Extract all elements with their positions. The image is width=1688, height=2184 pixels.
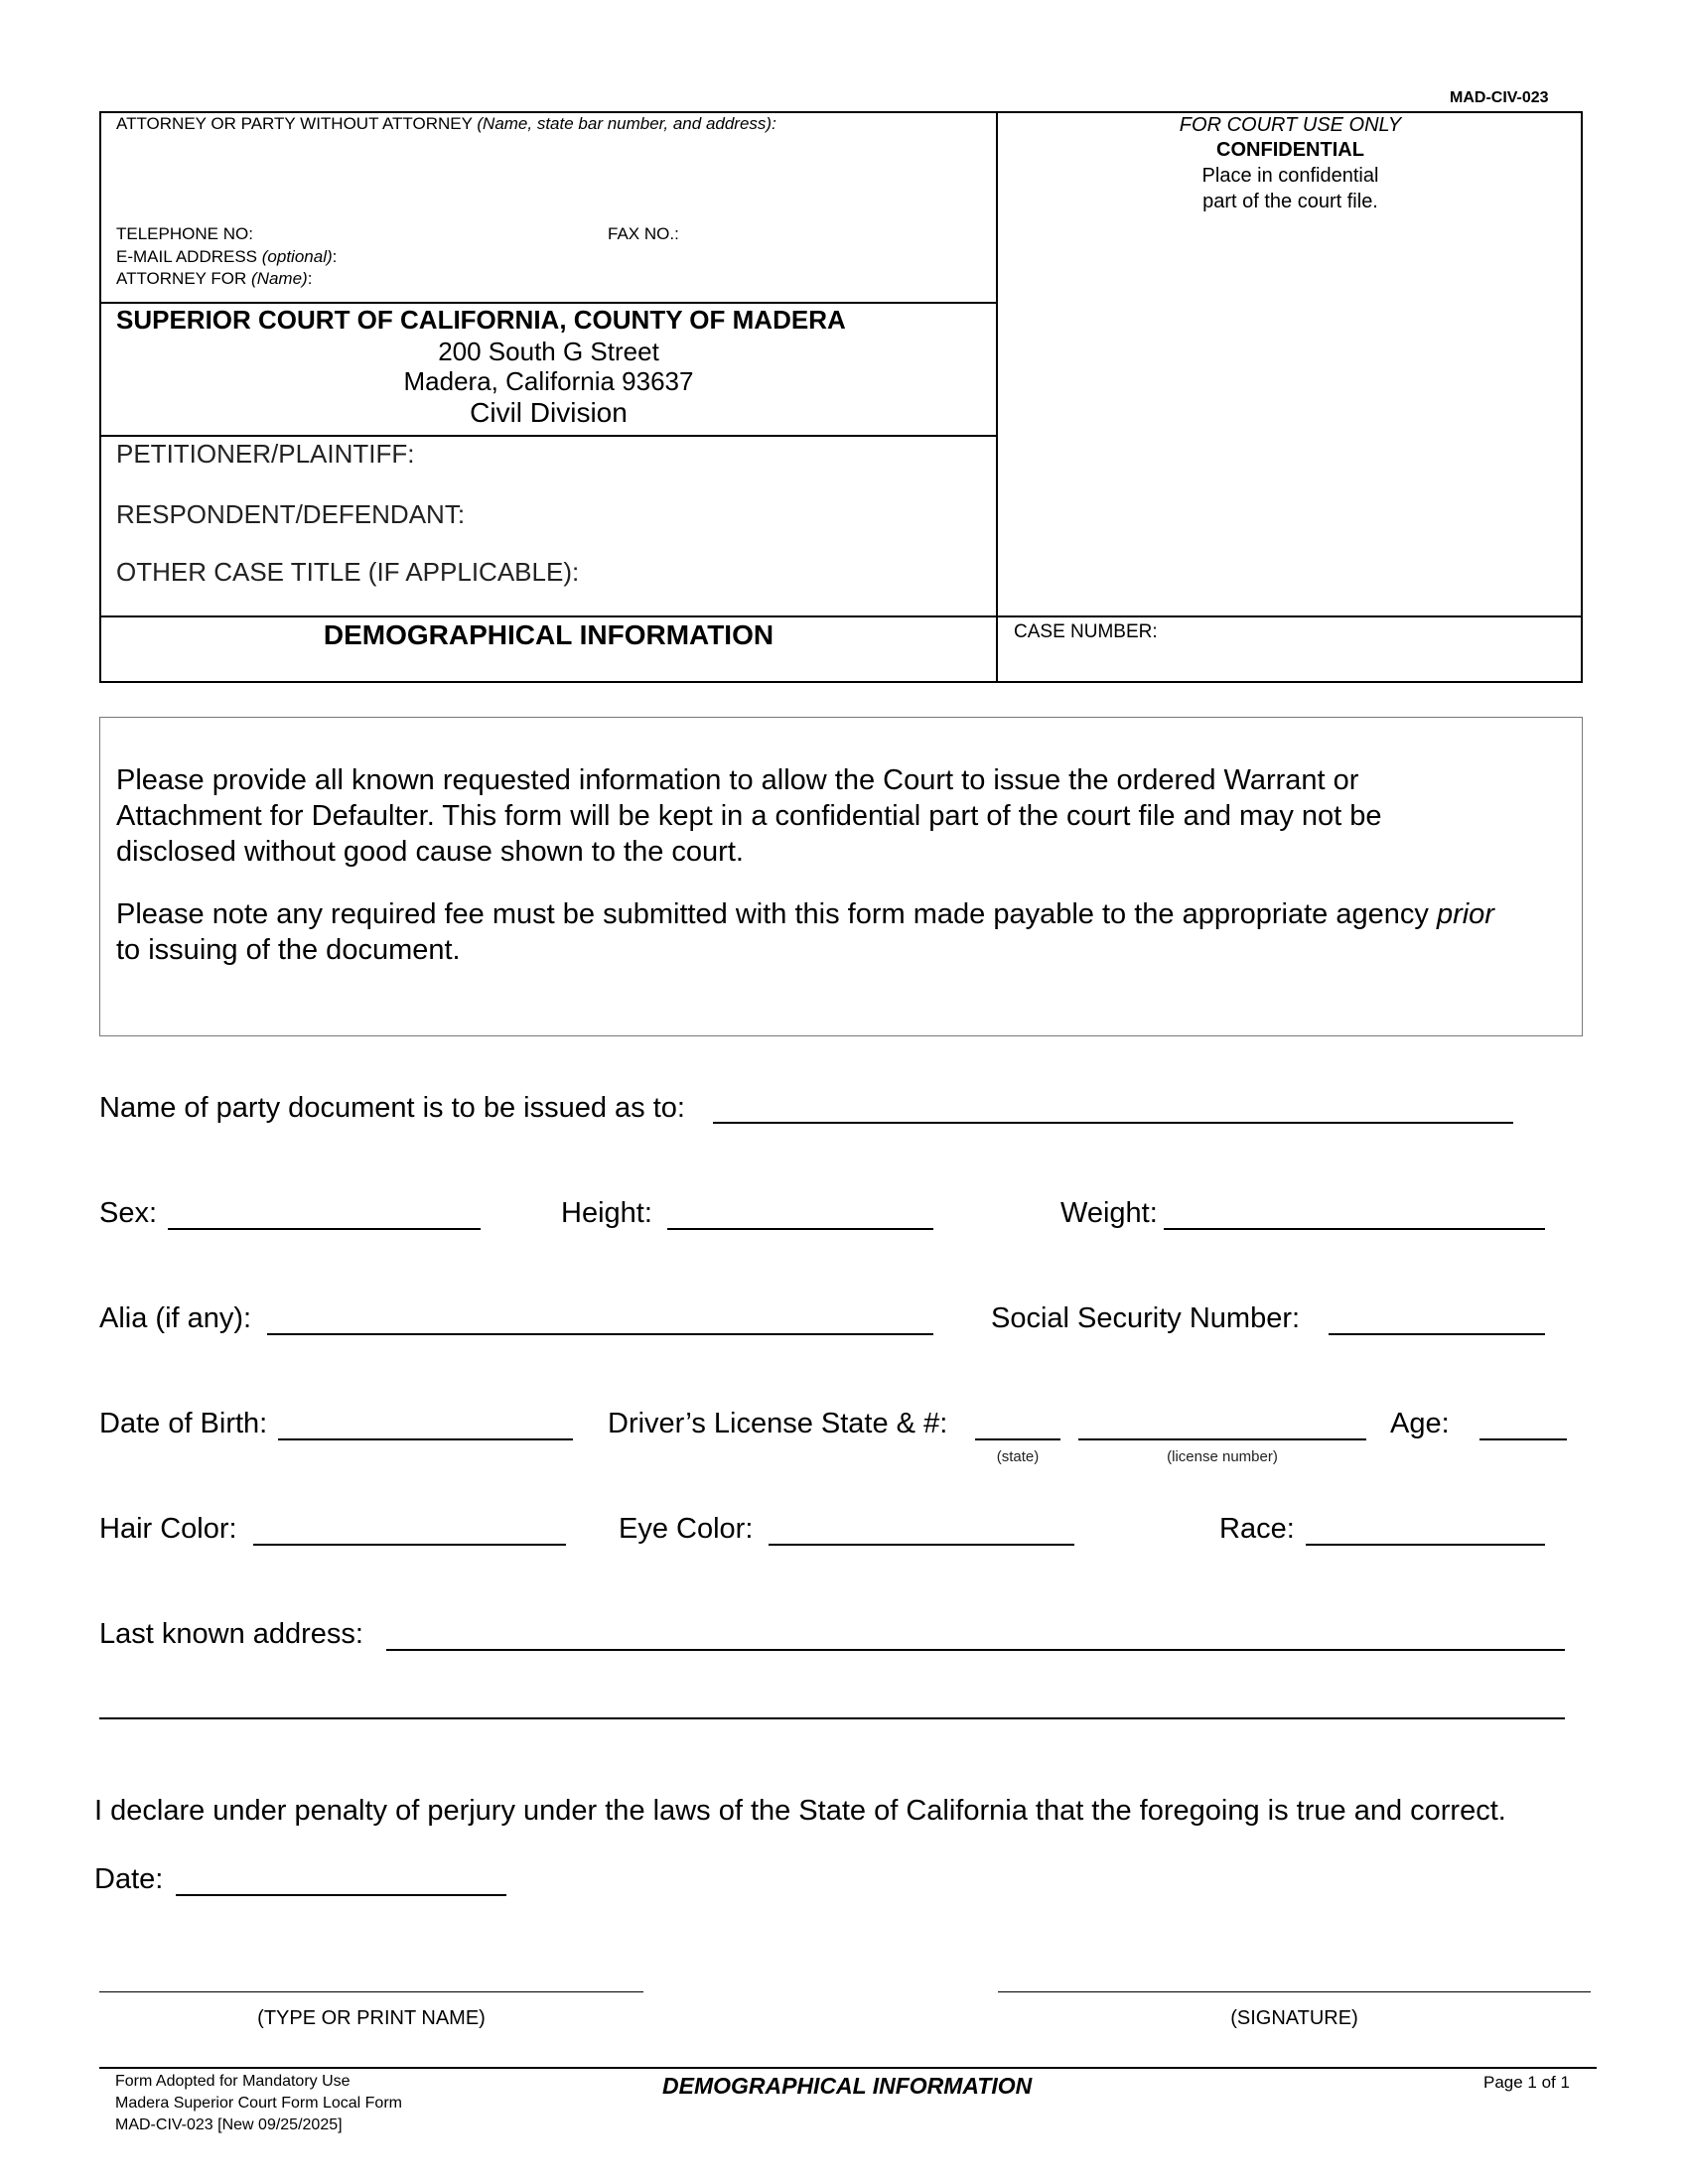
- age-label: Age:: [1390, 1408, 1450, 1439]
- form-id: MAD-CIV-023: [1450, 89, 1549, 106]
- hair-field[interactable]: [253, 1544, 566, 1546]
- respondent-label: RESPONDENT/DEFENDANT:: [116, 499, 466, 529]
- signature-label: (SIGNATURE): [1230, 2007, 1358, 2029]
- court-use-only: FOR COURT USE ONLY: [1179, 114, 1402, 136]
- case-number-label: CASE NUMBER:: [1014, 621, 1158, 642]
- declaration-text: I declare under penalty of perjury under the laws of the State of California that the foregoing is true and correct.: [94, 1795, 1506, 1827]
- title-top-rule: [99, 615, 1583, 617]
- sex-label: Sex:: [99, 1197, 158, 1229]
- footer-rule: [99, 2067, 1597, 2069]
- dl-state-field[interactable]: [975, 1438, 1060, 1440]
- confidential-label: CONFIDENTIAL: [1216, 139, 1364, 161]
- attorney-for-label: ATTORNEY FOR (Name):: [116, 269, 313, 288]
- other-title-label: OTHER CASE TITLE (IF APPLICABLE):: [116, 557, 580, 587]
- court-city: Madera, California 93637: [403, 366, 694, 396]
- court-street: 200 South G Street: [438, 337, 659, 366]
- dob-label: Date of Birth:: [99, 1408, 268, 1439]
- sex-field[interactable]: [168, 1228, 481, 1230]
- date-field[interactable]: [176, 1894, 506, 1896]
- alias-field[interactable]: [267, 1333, 933, 1335]
- print-name-field[interactable]: [99, 1991, 643, 1992]
- ssn-label: Social Security Number:: [991, 1302, 1301, 1334]
- address-field-2[interactable]: [99, 1717, 1565, 1719]
- eye-field[interactable]: [769, 1544, 1074, 1546]
- dl-number-field[interactable]: [1078, 1438, 1366, 1440]
- alias-label: Alia (if any):: [99, 1302, 252, 1334]
- height-field[interactable]: [667, 1228, 933, 1230]
- address-field-1[interactable]: [386, 1649, 1565, 1651]
- race-label: Race:: [1219, 1513, 1295, 1545]
- footer-line1: Form Adopted for Mandatory Use: [115, 2073, 351, 2090]
- footer-line2: Madera Superior Court Form Local Form: [115, 2095, 402, 2112]
- petitioner-label: PETITIONER/PLAINTIFF:: [116, 439, 415, 469]
- court-division: Civil Division: [470, 397, 628, 428]
- age-field[interactable]: [1479, 1438, 1567, 1440]
- footer-line3: MAD-CIV-023 [New 09/25/2025]: [115, 2116, 343, 2133]
- party-name-label: Name of party document is to be issued as to:: [99, 1092, 685, 1124]
- ssn-field[interactable]: [1329, 1333, 1545, 1335]
- footer-page: Page 1 of 1: [1483, 2073, 1570, 2092]
- address-label: Last known address:: [99, 1618, 363, 1650]
- footer-title: DEMOGRAPHICAL INFORMATION: [662, 2073, 1033, 2099]
- height-label: Height:: [561, 1197, 652, 1229]
- email-label: E-MAIL ADDRESS (optional):: [116, 247, 338, 266]
- attorney-label: ATTORNEY OR PARTY WITHOUT ATTORNEY (Name, state bar number, and address):: [116, 114, 776, 133]
- race-field[interactable]: [1306, 1544, 1545, 1546]
- party-name-field[interactable]: [713, 1122, 1513, 1124]
- dl-state-note: (state): [996, 1448, 1040, 1465]
- signature-field[interactable]: [998, 1991, 1591, 1992]
- attorney-bottom-rule: [99, 302, 998, 304]
- weight-label: Weight:: [1060, 1197, 1158, 1229]
- date-label: Date:: [94, 1863, 164, 1895]
- instructions-para1: Please provide all known requested information to allow the Court to issue the ordered Warrant or Attachment for Defaulter. This form will be kept in a confidential part of the court file and may not be disclosed without good cause shown to the court.: [116, 764, 1382, 868]
- dl-label: Driver’s License State & #:: [608, 1408, 948, 1439]
- form-title: DEMOGRAPHICAL INFORMATION: [323, 619, 774, 650]
- place-note-1: Place in confidential: [1201, 165, 1379, 187]
- court-bottom-rule: [99, 435, 998, 437]
- place-note-2: part of the court file.: [1202, 191, 1378, 212]
- court-name: SUPERIOR COURT OF CALIFORNIA, COUNTY OF MADERA: [116, 305, 846, 335]
- weight-field[interactable]: [1164, 1228, 1545, 1230]
- instructions-para2: Please note any required fee must be submitted with this form made payable to the appropriate agency prior to issuing of the document.: [116, 898, 1494, 966]
- dob-field[interactable]: [278, 1438, 573, 1440]
- dl-number-note: (license number): [1167, 1448, 1278, 1465]
- print-name-label: (TYPE OR PRINT NAME): [257, 2007, 486, 2029]
- telephone-label: TELEPHONE NO:: [116, 224, 253, 243]
- fax-label: FAX NO.:: [608, 224, 679, 243]
- eye-label: Eye Color:: [619, 1513, 754, 1545]
- hair-label: Hair Color:: [99, 1513, 237, 1545]
